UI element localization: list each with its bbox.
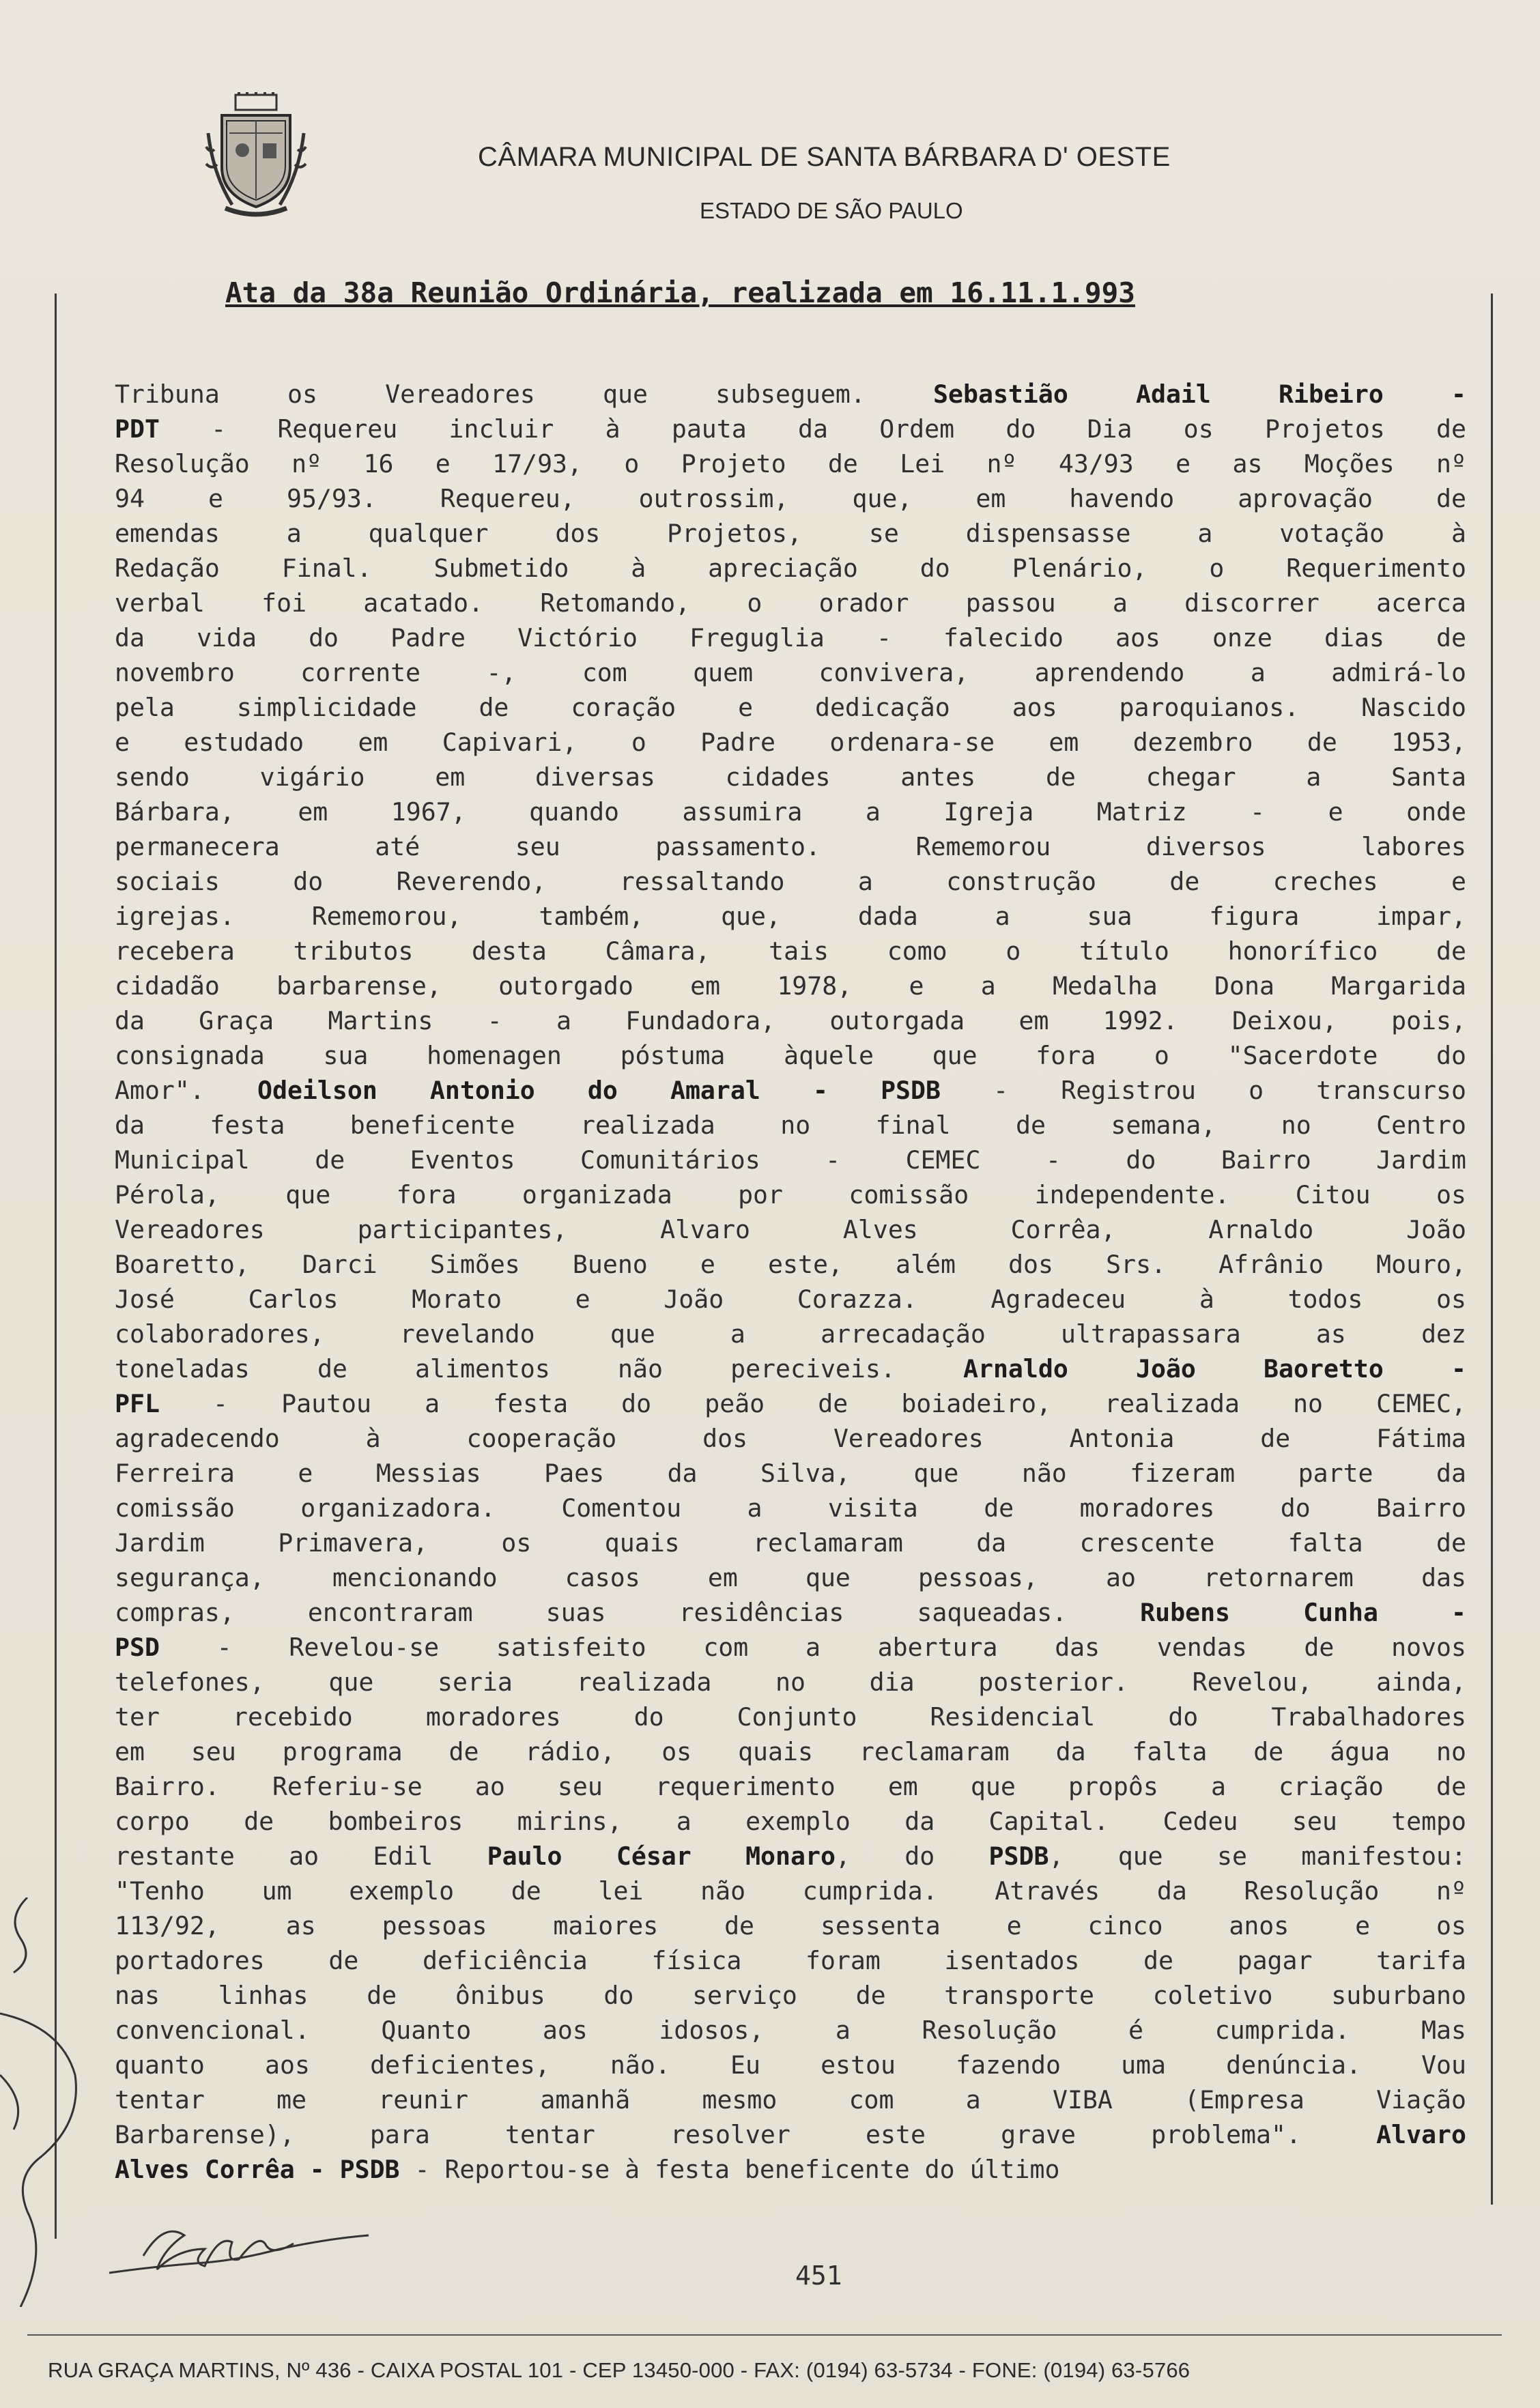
- text-segment: Boaretto, Darci Simões Bueno e este, além dos Srs. Afrânio Mouro,: [115, 1250, 1466, 1279]
- text-line: [115, 1386, 1466, 1421]
- text-segment: Amor".: [115, 1076, 257, 1105]
- text-line: [115, 934, 1466, 969]
- text-line: [115, 2152, 1466, 2187]
- text-segment: colaboradores, revelando que a arrecadação ultrapassara as dez: [115, 1319, 1466, 1349]
- text-line: [115, 1908, 1466, 1943]
- text-line: [115, 864, 1466, 899]
- text-line: [115, 690, 1466, 725]
- text-line: [115, 620, 1466, 655]
- text-segment: e estudado em Capivari, o Padre ordenara-se em dezembro de 1953,: [115, 728, 1466, 757]
- text-segment: - Reportou-se à festa beneficente do último: [399, 2155, 1060, 2184]
- text-segment: da Graça Martins - a Fundadora, outorgada em 1992. Deixou, pois,: [115, 1006, 1466, 1035]
- text-segment: , do: [835, 1841, 989, 1871]
- text-segment: permanecera até seu passamento. Rememorou diversos labores: [115, 832, 1466, 861]
- text-segment: sociais do Reverendo, ressaltando a construção de creches e: [115, 867, 1466, 896]
- speaker-name: Odeilson Antonio do Amaral - PSDB: [257, 1076, 941, 1105]
- text-line: [115, 2048, 1466, 2082]
- text-line: [115, 1143, 1466, 1177]
- text-segment: Redação Final. Submetido à apreciação do Plenário, o Requerimento: [115, 554, 1466, 583]
- text-line: [115, 899, 1466, 934]
- page-number: 451: [795, 2261, 842, 2291]
- text-segment: 113/92, as pessoas maiores de sessenta e cinco anos e os: [115, 1911, 1466, 1940]
- speaker-name: Paulo César Monaro: [487, 1841, 836, 1871]
- text-line: [115, 481, 1466, 516]
- text-segment: comissão organizadora. Comentou a visita de moradores do Bairro: [115, 1493, 1466, 1523]
- text-segment: em seu programa de rádio, os quais reclamaram da falta de água no: [115, 1737, 1466, 1766]
- municipal-coat-of-arms-icon: [205, 92, 307, 222]
- text-segment: - Requereu incluir à pauta da Ordem do Dia os Projetos de: [159, 414, 1466, 444]
- text-line: [115, 1351, 1466, 1386]
- text-line: [115, 1978, 1466, 2013]
- text-segment: tentar me reunir amanhã mesmo com a VIBA (Empresa Viação: [115, 2085, 1466, 2115]
- text-segment: corpo de bombeiros mirins, a exemplo da Capital. Cedeu seu tempo: [115, 1807, 1466, 1836]
- speaker-name: Sebastião Adail Ribeiro -: [933, 379, 1466, 409]
- text-line: [115, 1595, 1466, 1630]
- text-line: [115, 377, 1466, 412]
- text-segment: consignada sua homenagen póstuma àquele que fora o "Sacerdote do: [115, 1041, 1466, 1070]
- text-line: [115, 969, 1466, 1003]
- text-line: [115, 1421, 1466, 1456]
- institution-name: CÂMARA MUNICIPAL DE SANTA BÁRBARA D' OESTE: [478, 142, 1171, 172]
- text-segment: cidadão barbarense, outorgado em 1978, e a Medalha Dona Margarida: [115, 971, 1466, 1001]
- text-line: [115, 412, 1466, 446]
- speaker-name: Alvaro: [1376, 2120, 1466, 2149]
- text-line: [115, 1560, 1466, 1595]
- text-line: [115, 760, 1466, 794]
- text-segment: Resolução nº 16 e 17/93, o Projeto de Lei nº 43/93 e as Moções nº: [115, 449, 1466, 478]
- text-line: [115, 655, 1466, 690]
- text-line: [115, 1212, 1466, 1247]
- speaker-name: PFL: [115, 1389, 160, 1418]
- right-margin-rule: [1491, 293, 1493, 2205]
- text-segment: portadores de deficiência física foram isentados de pagar tarifa: [115, 1946, 1466, 1975]
- text-line: [115, 1943, 1466, 1978]
- text-line: [115, 829, 1466, 864]
- text-segment: telefones, que seria realizada no dia posterior. Revelou, ainda,: [115, 1667, 1466, 1697]
- text-segment: recebera tributos desta Câmara, tais como o título honorífico de: [115, 936, 1466, 966]
- text-line: [115, 1003, 1466, 1038]
- margin-scribble-icon: [0, 1897, 82, 2307]
- text-line: [115, 1073, 1466, 1108]
- text-line: [115, 1491, 1466, 1525]
- text-segment: restante ao Edil: [115, 1841, 487, 1871]
- text-segment: segurança, mencionando casos em que pessoas, ao retornarem das: [115, 1563, 1466, 1592]
- text-segment: José Carlos Morato e João Corazza. Agradeceu à todos os: [115, 1285, 1466, 1314]
- text-line: [115, 725, 1466, 760]
- text-segment: Jardim Primavera, os quais reclamaram da crescente falta de: [115, 1528, 1466, 1558]
- text-line: [115, 1317, 1466, 1351]
- text-line: [115, 1839, 1466, 1874]
- text-line: [115, 1177, 1466, 1212]
- text-line: [115, 1038, 1466, 1073]
- text-line: [115, 551, 1466, 586]
- speaker-name: PDT: [115, 414, 160, 444]
- text-line: [115, 1456, 1466, 1491]
- text-segment: igrejas. Rememorou, também, que, dada a sua figura impar,: [115, 902, 1466, 931]
- text-segment: Vereadores participantes, Alvaro Alves Corrêa, Arnaldo João: [115, 1215, 1466, 1244]
- text-segment: Bárbara, em 1967, quando assumira a Igreja Matriz - e onde: [115, 797, 1466, 827]
- text-line: [115, 1282, 1466, 1317]
- text-segment: emendas a qualquer dos Projetos, se dispensasse a votação à: [115, 519, 1466, 548]
- text-segment: ter recebido moradores do Conjunto Residencial do Trabalhadores: [115, 1702, 1466, 1732]
- text-line: [115, 1247, 1466, 1282]
- text-segment: quanto aos deficientes, não. Eu estou fazendo uma denúncia. Vou: [115, 2050, 1466, 2080]
- text-line: [115, 1804, 1466, 1839]
- text-line: [115, 516, 1466, 551]
- text-segment: compras, encontraram suas residências saqueadas.: [115, 1598, 1141, 1627]
- text-segment: 94 e 95/93. Requereu, outrossim, que, em havendo aprovação de: [115, 484, 1466, 513]
- text-line: [115, 1769, 1466, 1804]
- text-segment: Barbarense), para tentar resolver este grave problema".: [115, 2120, 1377, 2149]
- state-name: ESTADO DE SÃO PAULO: [700, 198, 963, 223]
- text-line: [115, 1108, 1466, 1143]
- text-line: [115, 794, 1466, 829]
- text-segment: da vida do Padre Victório Freguglia - falecido aos onze dias de: [115, 623, 1466, 653]
- text-line: [115, 446, 1466, 481]
- footer-address: RUA GRAÇA MARTINS, Nº 436 - CAIXA POSTAL 101 - CEP 13450-000 - FAX: (0194) 63-5734 - FONE: (0194) 63-5766: [48, 2358, 1190, 2382]
- text-segment: da festa beneficente realizada no final de semana, no Centro: [115, 1110, 1466, 1140]
- text-segment: Ferreira e Messias Paes da Silva, que não fizeram parte da: [115, 1459, 1466, 1488]
- text-line: [115, 2082, 1466, 2117]
- text-segment: verbal foi acatado. Retomando, o orador passou a discorrer acerca: [115, 588, 1466, 618]
- text-line: [115, 2117, 1466, 2152]
- speaker-name: PSDB: [988, 1841, 1049, 1871]
- text-segment: convencional. Quanto aos idosos, a Resolução é cumprida. Mas: [115, 2016, 1466, 2045]
- speaker-name: PSD: [115, 1633, 160, 1662]
- text-segment: Municipal de Eventos Comunitários - CEMEC - do Bairro Jardim: [115, 1145, 1466, 1175]
- text-segment: toneladas de alimentos não pereciveis.: [115, 1354, 963, 1384]
- text-line: [115, 1665, 1466, 1700]
- text-segment: - Revelou-se satisfeito com a abertura das vendas de novos: [159, 1633, 1466, 1662]
- text-segment: Bairro. Referiu-se ao seu requerimento em que propôs a criação de: [115, 1772, 1466, 1801]
- text-segment: agradecendo à cooperação dos Vereadores Antonia de Fátima: [115, 1424, 1466, 1453]
- text-segment: nas linhas de ônibus do serviço de transporte coletivo suburbano: [115, 1981, 1466, 2010]
- text-line: [115, 1700, 1466, 1734]
- text-line: [115, 1874, 1466, 1908]
- text-line: [115, 1630, 1466, 1665]
- text-line: [115, 586, 1466, 620]
- minutes-body: [115, 377, 1466, 2187]
- text-segment: - Registrou o transcurso: [940, 1076, 1466, 1105]
- text-segment: , que se manifestou:: [1049, 1841, 1466, 1871]
- minutes-title: Ata da 38a Reunião Ordinária, realizada em 16.11.1.993: [225, 276, 1135, 309]
- text-line: [115, 1734, 1466, 1769]
- text-line: [115, 2013, 1466, 2048]
- text-segment: Tribuna os Vereadores que subseguem.: [115, 379, 934, 409]
- text-segment: pela simplicidade de coração e dedicação aos paroquianos. Nascido: [115, 693, 1466, 722]
- text-segment: novembro corrente -, com quem convivera, aprendendo a admirá-lo: [115, 658, 1466, 687]
- text-segment: sendo vigário em diversas cidades antes de chegar a Santa: [115, 762, 1466, 792]
- text-segment: "Tenho um exemplo de lei não cumprida. Através da Resolução nº: [115, 1876, 1466, 1906]
- handwritten-signature-icon: [102, 2208, 375, 2290]
- footer-rule: [27, 2334, 1502, 2336]
- text-line: [115, 1525, 1466, 1560]
- speaker-name: Rubens Cunha -: [1140, 1598, 1466, 1627]
- text-segment: Pérola, que fora organizada por comissão independente. Citou os: [115, 1180, 1466, 1209]
- text-segment: - Pautou a festa do peão de boiadeiro, realizada no CEMEC,: [159, 1389, 1466, 1418]
- speaker-name: Arnaldo João Baoretto -: [963, 1354, 1466, 1384]
- speaker-name: Alves Corrêa - PSDB: [115, 2155, 400, 2184]
